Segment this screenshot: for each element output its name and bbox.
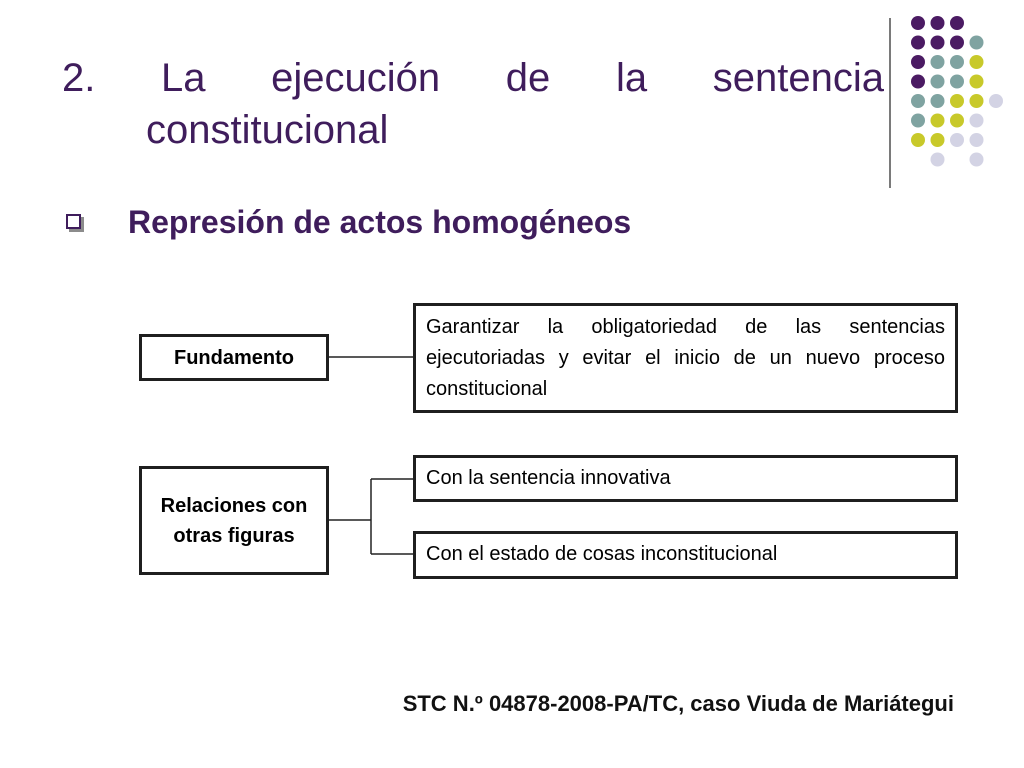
title-word: ejecución (271, 56, 441, 100)
fundamento-label: Fundamento (174, 346, 294, 369)
title-number: 2. (62, 56, 96, 100)
case-citation: STC N.º 04878-2008-PA/TC, caso Viuda de Mariátegui (402, 691, 954, 716)
title-line-2: constitucional (146, 108, 389, 152)
relacion-innovativa-text: Con la sentencia innovativa (426, 467, 671, 489)
title-word: sentencia (712, 56, 884, 100)
relacion-estado-cosas-box (413, 531, 958, 579)
section-subtitle: Represión de actos homogéneos (128, 204, 632, 240)
title-word: La (161, 56, 206, 100)
relacion-innovativa-box (413, 455, 958, 502)
relaciones-label: Relaciones con otras figuras (160, 494, 308, 547)
fundamento-label-box (139, 334, 329, 381)
title-word: de (505, 56, 551, 100)
fundamento-text-box (413, 303, 958, 413)
title-word: la (615, 56, 648, 100)
relacion-estado-cosas-text: Con el estado de cosas inconstitucional (426, 543, 778, 565)
fundamento-text: Garantizar la obligatoriedad de las sentencias ejecutoriadas y evitar el inicio de un nuevo proceso constitucional (426, 316, 945, 400)
relaciones-label-box (139, 466, 329, 575)
